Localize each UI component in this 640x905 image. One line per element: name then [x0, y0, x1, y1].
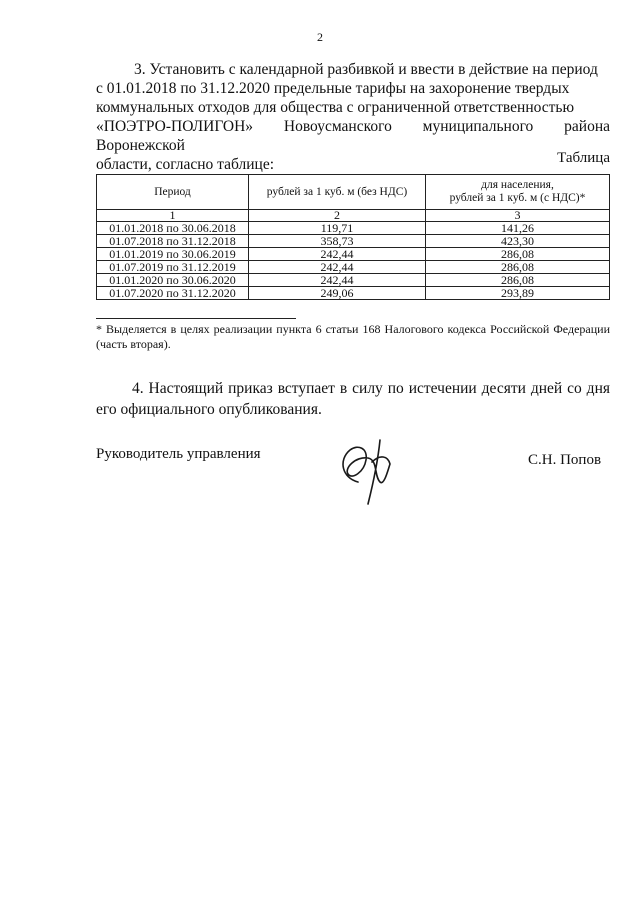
price-population-cell: 286,08 [426, 274, 610, 287]
column-number-row [97, 210, 610, 222]
footnote: * Выделяется в целях реализации пункта 6 статьи 168 Налогового кодекса Российской Федерации (часть вторая). [96, 322, 610, 351]
header-price-no-vat: рублей за 1 куб. м (без НДС) [249, 175, 426, 210]
price-no-vat-cell: 249,06 [249, 287, 426, 300]
price-population-cell: 423,30 [426, 235, 610, 248]
paragraph-3-line-text: 3. Установить с календарной разбивкой и ввести в действие на период [134, 61, 598, 78]
paragraph-3-line: «ПОЭТРО-ПОЛИГОН» Новоусманского муниципального района Воронежской [96, 118, 610, 154]
header-period: Период [97, 175, 249, 210]
price-no-vat-cell: 242,44 [249, 274, 426, 287]
period-cell: 01.01.2020 по 30.06.2020 [97, 274, 249, 287]
price-population-cell: 286,08 [426, 261, 610, 274]
paragraph-3-line: с 01.01.2018 по 31.12.2020 предельные тарифы на захоронение твердых [96, 80, 570, 97]
paragraph-4 [96, 378, 610, 420]
price-no-vat-cell: 358,73 [249, 235, 426, 248]
table-row [97, 287, 610, 300]
period-cell: 01.07.2020 по 31.12.2020 [97, 287, 249, 300]
price-population-cell: 141,26 [426, 222, 610, 235]
table-row [97, 261, 610, 274]
paragraph-3-line [96, 60, 610, 79]
page-number: 2 [317, 30, 323, 44]
price-population-cell: 293,89 [426, 287, 610, 300]
table-row [97, 222, 610, 235]
table-row [97, 235, 610, 248]
header-price-population: для населения, рублей за 1 куб. м (с НДС)* [426, 175, 610, 210]
period-cell: 01.01.2019 по 30.06.2019 [97, 248, 249, 261]
tariff-table [96, 174, 610, 300]
table-caption: Таблица [557, 150, 610, 166]
signatory-title: Руководитель управления [96, 446, 261, 462]
paragraph-4-text: 4. Настоящий приказ вступает в силу по истечении десяти дней со дня его официального опубликования. [96, 380, 610, 418]
column-number: 3 [426, 210, 610, 222]
table-row [97, 248, 610, 261]
paragraph-3-line: коммунальных отходов для общества с ограниченной ответственностью [96, 99, 575, 116]
price-population-cell: 286,08 [426, 248, 610, 261]
period-cell: 01.01.2018 по 30.06.2018 [97, 222, 249, 235]
signatory-name: С.Н. Попов [528, 452, 602, 468]
column-number: 2 [249, 210, 426, 222]
period-cell: 01.07.2019 по 31.12.2019 [97, 261, 249, 274]
table-header-row [97, 175, 610, 210]
period-cell: 01.07.2018 по 31.12.2018 [97, 235, 249, 248]
footnote-divider [96, 318, 296, 319]
paragraph-3-line: области, согласно таблице: [96, 156, 275, 173]
price-no-vat-cell: 242,44 [249, 261, 426, 274]
column-number: 1 [97, 210, 249, 222]
paragraph-3 [96, 60, 610, 174]
handwritten-signature [328, 420, 408, 510]
table-row [97, 274, 610, 287]
price-no-vat-cell: 119,71 [249, 222, 426, 235]
price-no-vat-cell: 242,44 [249, 248, 426, 261]
